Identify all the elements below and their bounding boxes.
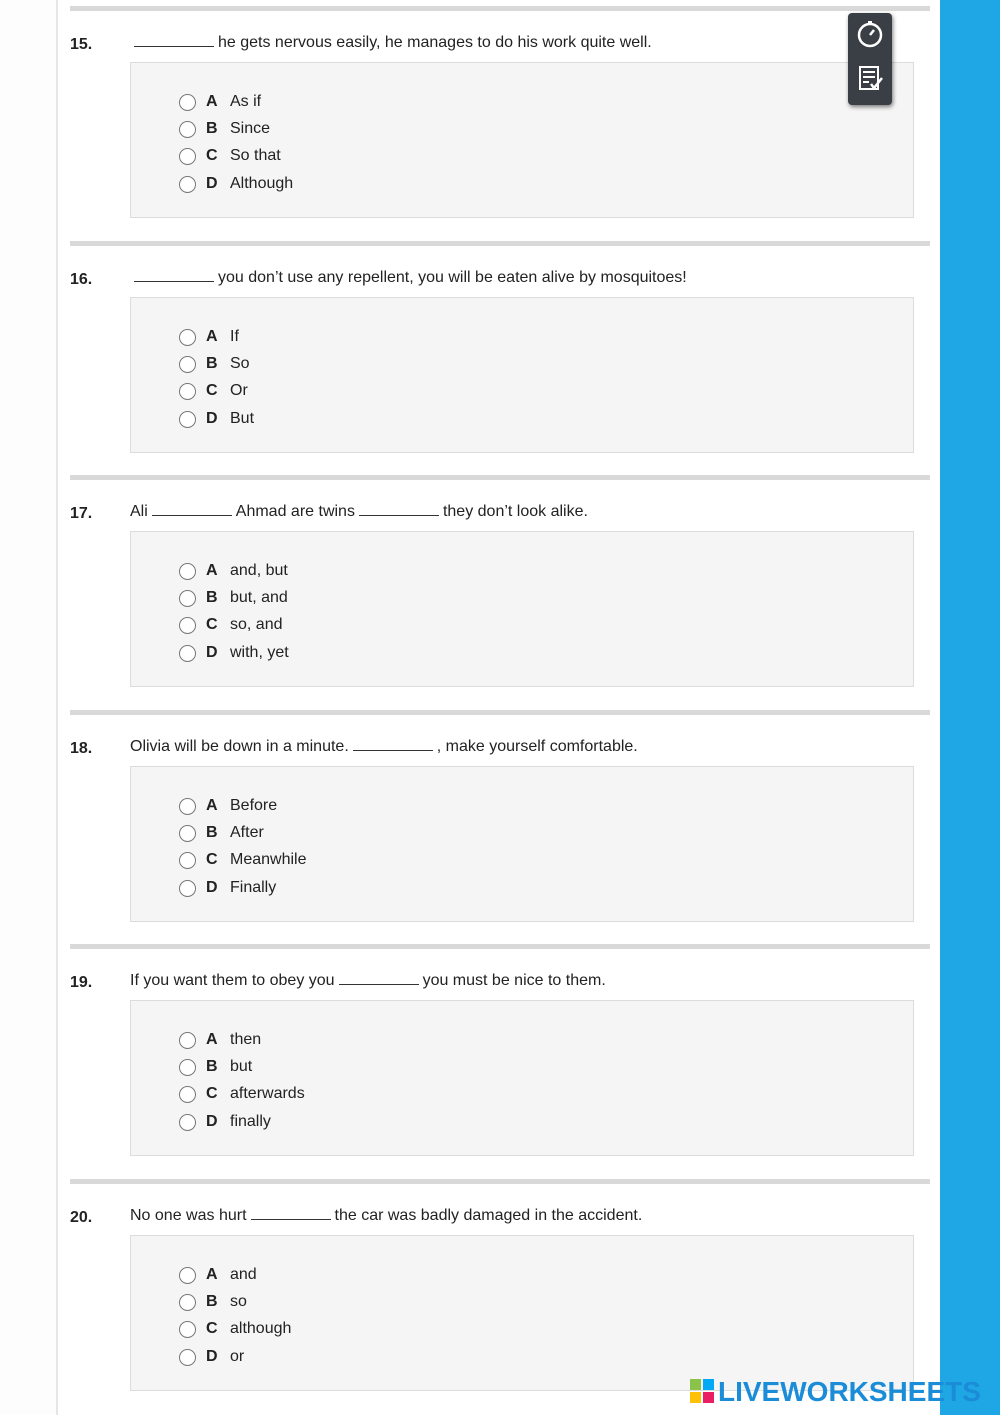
option-letter: D (206, 1113, 218, 1130)
question-text (130, 269, 687, 287)
question-text-part: the car was badly damaged in the accident. (334, 1207, 643, 1224)
answer-option[interactable] (179, 408, 254, 430)
radio-button[interactable] (179, 1294, 196, 1311)
radio-button[interactable] (179, 590, 196, 607)
option-text: or (230, 1348, 245, 1365)
option-text: so, and (230, 616, 283, 633)
question-number: 19. (70, 974, 93, 991)
option-letter: B (206, 120, 218, 137)
option-text: After (230, 824, 264, 841)
question-text (130, 1207, 642, 1225)
option-text: Finally (230, 879, 277, 896)
radio-button[interactable] (179, 563, 196, 580)
option-letter: C (206, 382, 218, 399)
answer-option[interactable] (179, 822, 264, 844)
answer-option[interactable] (179, 326, 239, 348)
question-block (60, 469, 940, 704)
option-text: So that (230, 147, 281, 164)
option-letter: C (206, 1320, 218, 1337)
answer-option[interactable] (179, 795, 277, 817)
question-text-part: you must be nice to them. (422, 972, 606, 989)
option-letter: D (206, 644, 218, 661)
option-text: As if (230, 93, 262, 110)
question-text-part: he gets nervous easily, he manages to do his work quite well. (218, 34, 652, 51)
option-letter: D (206, 410, 218, 427)
question-text-part: you don’t use any repellent, you will be eaten alive by mosquitoes! (218, 269, 687, 286)
question-divider (70, 6, 930, 11)
options-box (130, 297, 914, 453)
answer-option[interactable] (179, 380, 248, 402)
answer-option[interactable] (179, 877, 276, 899)
radio-button[interactable] (179, 411, 196, 428)
options-box (130, 62, 914, 218)
answer-option[interactable] (179, 1083, 305, 1105)
radio-button[interactable] (179, 1349, 196, 1366)
option-text: Before (230, 797, 278, 814)
option-letter: D (206, 879, 218, 896)
question-number: 17. (70, 505, 93, 522)
radio-button[interactable] (179, 1059, 196, 1076)
radio-button[interactable] (179, 148, 196, 165)
logo-grid-icon (690, 1379, 714, 1405)
radio-button[interactable] (179, 1114, 196, 1131)
answer-option[interactable] (179, 1346, 244, 1368)
question-text-part: Ali (130, 503, 148, 520)
question-text (130, 738, 638, 756)
answer-option[interactable] (179, 587, 288, 609)
option-letter: B (206, 824, 218, 841)
question-divider (70, 710, 930, 715)
left-page-border (0, 0, 58, 1415)
radio-button[interactable] (179, 617, 196, 634)
question-text-part: they don’t look alike. (442, 503, 588, 520)
question-divider (70, 241, 930, 246)
answer-blank (134, 35, 214, 47)
option-text: Meanwhile (230, 851, 307, 868)
liveworksheets-logo (690, 1374, 981, 1410)
option-text: Although (230, 175, 294, 192)
answer-blank (134, 270, 214, 282)
answer-blank (339, 973, 419, 985)
answer-blank (359, 504, 439, 516)
option-letter: B (206, 1058, 218, 1075)
option-text: and (230, 1266, 257, 1283)
question-text-part: Ahmad are twins (235, 503, 355, 520)
option-text: finally (230, 1113, 271, 1130)
option-text: So (230, 355, 250, 372)
answer-option[interactable] (179, 1264, 257, 1286)
option-letter: A (206, 1031, 218, 1048)
question-block (60, 1173, 940, 1408)
question-block (60, 704, 940, 939)
option-text: so (230, 1293, 247, 1310)
option-text: but, and (230, 589, 288, 606)
option-letter: A (206, 1266, 218, 1283)
options-box (130, 1235, 914, 1391)
answer-option[interactable] (179, 642, 289, 664)
option-text: then (230, 1031, 262, 1048)
worksheet-page (60, 0, 940, 1415)
radio-button[interactable] (179, 880, 196, 897)
radio-button[interactable] (179, 825, 196, 842)
question-block (60, 938, 940, 1173)
options-box (130, 1000, 914, 1156)
radio-button[interactable] (179, 645, 196, 662)
logo-text: LIVEWORKSHEETS (718, 1376, 981, 1407)
radio-button[interactable] (179, 383, 196, 400)
question-text-part: If you want them to obey you (130, 972, 335, 989)
answer-option[interactable] (179, 145, 281, 167)
option-letter: A (206, 562, 218, 579)
answer-option[interactable] (179, 353, 250, 375)
answer-option[interactable] (179, 560, 288, 582)
radio-button[interactable] (179, 121, 196, 138)
answer-blank (353, 739, 433, 751)
radio-button[interactable] (179, 1267, 196, 1284)
option-text: with, yet (230, 644, 289, 661)
answer-option[interactable] (179, 118, 270, 140)
radio-button[interactable] (179, 1086, 196, 1103)
checklist-icon[interactable] (855, 63, 885, 93)
radio-button[interactable] (179, 798, 196, 815)
option-text: and, but (230, 562, 288, 579)
question-text (130, 34, 652, 52)
answer-option[interactable] (179, 1029, 261, 1051)
answer-blank (251, 1208, 331, 1220)
option-letter: C (206, 147, 218, 164)
option-text: but (230, 1058, 253, 1075)
question-number: 20. (70, 1209, 93, 1226)
answer-option[interactable] (179, 91, 261, 113)
option-letter: A (206, 328, 218, 345)
question-text-part: Olivia will be down in a minute. (130, 738, 349, 755)
option-letter: A (206, 93, 218, 110)
option-text: Or (230, 382, 248, 399)
question-number: 18. (70, 740, 93, 757)
option-letter: C (206, 616, 218, 633)
answer-option[interactable] (179, 1291, 247, 1313)
radio-button[interactable] (179, 852, 196, 869)
option-text: But (230, 410, 255, 427)
question-text-part: , make yourself comfortable. (436, 738, 638, 755)
radio-button[interactable] (179, 1321, 196, 1338)
option-letter: B (206, 355, 218, 372)
answer-blank (152, 504, 232, 516)
right-accent-bar (940, 0, 1000, 1415)
option-text: If (230, 328, 239, 345)
radio-button[interactable] (179, 94, 196, 111)
answer-option[interactable] (179, 849, 306, 871)
question-block (60, 0, 940, 235)
answer-option[interactable] (179, 1318, 291, 1340)
option-letter: B (206, 589, 218, 606)
question-divider (70, 1179, 930, 1184)
option-text: Since (230, 120, 271, 137)
question-divider (70, 475, 930, 480)
clock-icon[interactable] (855, 19, 885, 49)
option-letter: C (206, 851, 218, 868)
answer-option[interactable] (179, 1111, 271, 1133)
radio-button[interactable] (179, 356, 196, 373)
option-letter: A (206, 797, 218, 814)
answer-option[interactable] (179, 1056, 252, 1078)
answer-option[interactable] (179, 614, 282, 636)
option-letter: C (206, 1085, 218, 1102)
radio-button[interactable] (179, 329, 196, 346)
question-text-part: No one was hurt (130, 1207, 247, 1224)
options-box (130, 531, 914, 687)
question-divider (70, 944, 930, 949)
radio-button[interactable] (179, 176, 196, 193)
option-letter: D (206, 175, 218, 192)
option-text: afterwards (230, 1085, 305, 1102)
option-text: although (230, 1320, 292, 1337)
question-block (60, 235, 940, 470)
options-box (130, 766, 914, 922)
option-letter: D (206, 1348, 218, 1365)
question-text (130, 972, 606, 990)
answer-option[interactable] (179, 173, 293, 195)
question-number: 16. (70, 271, 93, 288)
option-letter: B (206, 1293, 218, 1310)
side-toolbar (848, 13, 892, 105)
radio-button[interactable] (179, 1032, 196, 1049)
question-text (130, 503, 588, 521)
question-number: 15. (70, 36, 93, 53)
